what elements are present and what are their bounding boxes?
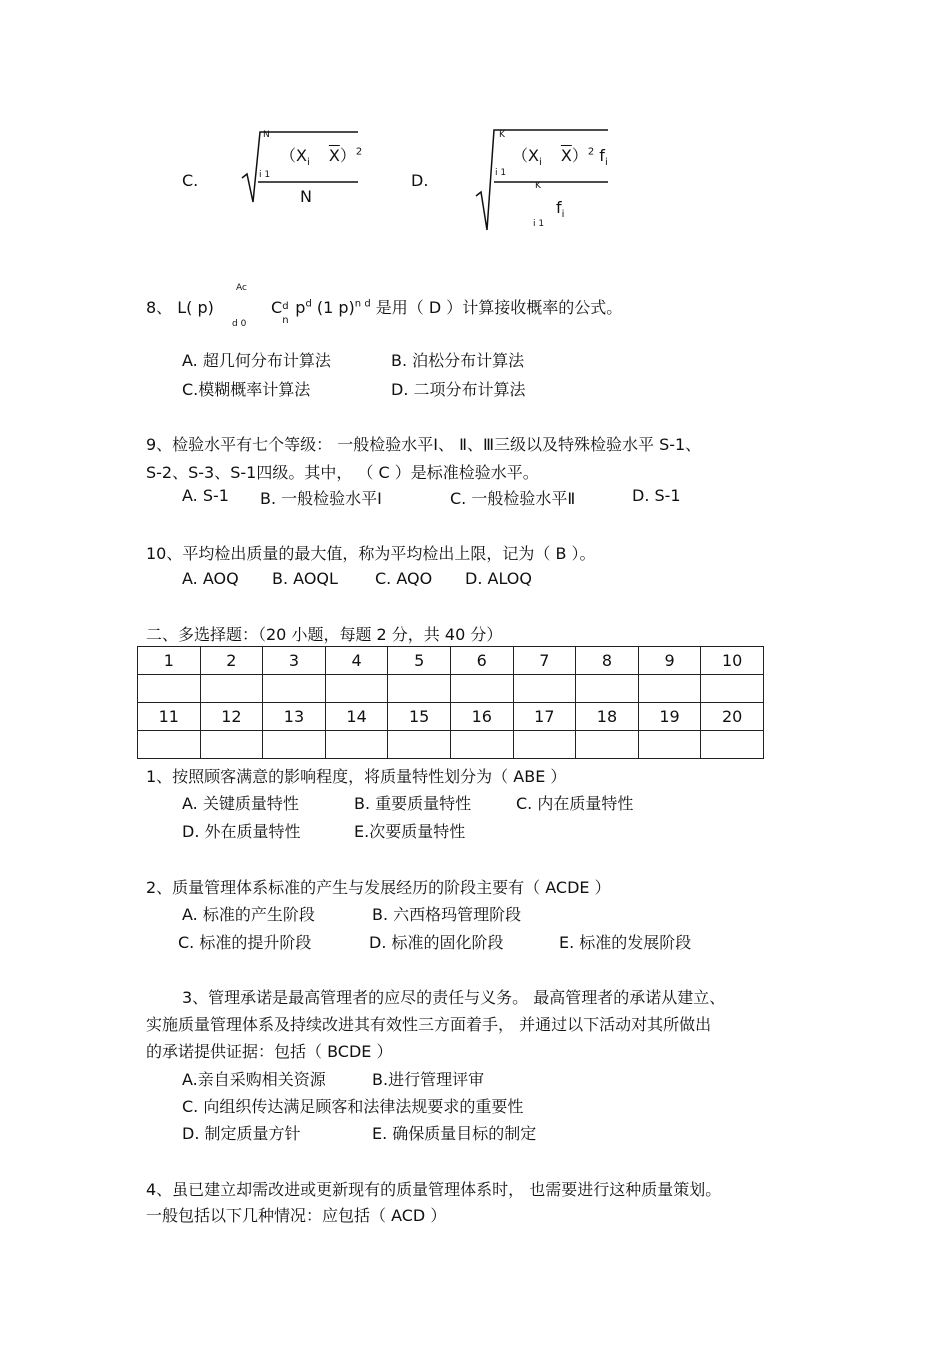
m4-line1: 4、虽已建立却需改进或更新现有的质量管理体系时， 也需要进行这种质量策划。 (146, 1180, 722, 1199)
grid-cell: 14 (325, 703, 388, 731)
q8-sum-bottom: d 0 (232, 319, 247, 329)
numerator-c: （$X_i$ $\overline{X})^2$ (280, 146, 363, 168)
q10-option-d: D. ALOQ (465, 569, 532, 588)
grid-cell: 3 (263, 647, 326, 675)
q9-option-b: B. 一般检验水平Ⅰ (260, 489, 382, 508)
grid-cell: 6 (450, 647, 513, 675)
m1-option-a: A. 关键质量特性 (182, 794, 299, 813)
m1-option-d: D. 外在质量特性 (182, 822, 301, 841)
m2-option-a: A. 标准的产生阶段 (182, 905, 315, 924)
table-row (138, 703, 764, 731)
table-row (138, 731, 764, 759)
answer-cell[interactable] (263, 675, 326, 703)
q9-option-a: A. S-1 (182, 486, 229, 505)
den-index-d: i 1 (533, 219, 545, 229)
m3-option-a: A.亲自采购相关资源 (182, 1070, 326, 1089)
answer-cell[interactable] (200, 675, 263, 703)
grid-cell: 4 (325, 647, 388, 675)
option-c-label: C. (182, 171, 199, 190)
q8-question: 8、 L( p) C d n $p^d$ (1 p)$^{n d}$ 是用（ D ）计算接收概率的公式。 (146, 298, 623, 326)
m3-line1: 3、管理承诺是最高管理者的应尽的责任与义务。 最高管理者的承诺从建立、 (182, 988, 726, 1007)
answer-cell[interactable] (200, 731, 263, 759)
q8-option-c: C.模糊概率计算法 (182, 380, 311, 399)
q8-option-d: D. 二项分布计算法 (391, 380, 526, 399)
grid-cell: 19 (638, 703, 701, 731)
grid-cell: 8 (576, 647, 639, 675)
q8-sum-top: Ac (236, 283, 247, 293)
m1-line1: 1、按照顾客满意的影响程度，将质量特性划分为（ ABE ） (146, 767, 567, 786)
q8-option-b: B. 泊松分布计算法 (391, 351, 525, 370)
answer-cell[interactable] (513, 731, 576, 759)
answer-cell[interactable] (138, 731, 201, 759)
answer-cell[interactable] (450, 675, 513, 703)
answer-cell[interactable] (576, 675, 639, 703)
sum-index-c: i 1 (259, 170, 271, 180)
m2-option-d: D. 标准的固化阶段 (369, 933, 504, 952)
q10-option-c: C. AQO (375, 569, 433, 588)
grid-cell: 15 (388, 703, 451, 731)
answer-cell[interactable] (388, 731, 451, 759)
m1-option-b: B. 重要质量特性 (354, 794, 472, 813)
answer-cell[interactable] (701, 675, 764, 703)
grid-cell: 18 (576, 703, 639, 731)
m3-line3: 的承诺提供证据：包括（ BCDE ） (146, 1042, 393, 1061)
denominator-c: N (300, 187, 312, 206)
grid-cell: 1 (138, 647, 201, 675)
answer-cell[interactable] (638, 731, 701, 759)
grid-cell: 11 (138, 703, 201, 731)
table-row (138, 675, 764, 703)
q9-option-c: C. 一般检验水平Ⅱ (450, 489, 576, 508)
grid-cell: 10 (701, 647, 764, 675)
m2-line1: 2、质量管理体系标准的产生与发展经历的阶段主要有（ ACDE ） (146, 878, 611, 897)
grid-cell: 5 (388, 647, 451, 675)
answer-cell[interactable] (263, 731, 326, 759)
sum-top-limit-c: N (263, 130, 270, 140)
numerator-d: （$X_i$ $\overline{X})^2$ $f_i$ (512, 146, 608, 168)
m3-line2: 实施质量管理体系及持续改进其有效性三方面着手， 并通过以下活动对其所做出 (146, 1015, 712, 1034)
option-d-label: D. (411, 171, 429, 190)
m3-option-e: E. 确保质量目标的制定 (372, 1124, 537, 1143)
grid-cell: 12 (200, 703, 263, 731)
section2-heading: 二、多选择题：（20 小题，每题 2 分，共 40 分） (146, 625, 503, 644)
q9-line1: 9、检验水平有七个等级： 一般检验水平Ⅰ、 Ⅱ、Ⅲ三级以及特殊检验水平 S-1、 (146, 435, 702, 454)
answer-cell[interactable] (513, 675, 576, 703)
q10-line1: 10、平均检出质量的最大值，称为平均检出上限，记为（ B ）。 (146, 544, 596, 563)
answer-cell[interactable] (325, 731, 388, 759)
table-row (138, 647, 764, 675)
grid-cell: 2 (200, 647, 263, 675)
m3-option-d: D. 制定质量方针 (182, 1124, 301, 1143)
grid-cell: 17 (513, 703, 576, 731)
q9-line2: S-2、S-3、S-1四级。其中， （ C ）是标准检验水平。 (146, 463, 539, 482)
q10-option-a: A. AOQ (182, 569, 239, 588)
m1-option-e: E.次要质量特性 (354, 822, 466, 841)
m2-option-e: E. 标准的发展阶段 (559, 933, 692, 952)
answer-cell[interactable] (638, 675, 701, 703)
grid-cell: 7 (513, 647, 576, 675)
answer-cell[interactable] (138, 675, 201, 703)
q9-option-d: D. S-1 (632, 486, 681, 505)
sum-top-limit-d: K (499, 130, 505, 140)
m2-option-c: C. 标准的提升阶段 (178, 933, 312, 952)
m2-option-b: B. 六西格玛管理阶段 (372, 905, 522, 924)
grid-cell: 16 (450, 703, 513, 731)
answer-cell[interactable] (325, 675, 388, 703)
answer-cell[interactable] (450, 731, 513, 759)
q8-option-a: A. 超几何分布计算法 (182, 351, 331, 370)
answer-cell[interactable] (388, 675, 451, 703)
grid-cell: 9 (638, 647, 701, 675)
sum-index-d: i 1 (495, 168, 507, 178)
grid-cell: 13 (263, 703, 326, 731)
answer-cell[interactable] (576, 731, 639, 759)
den-f-d: $f_i$ (556, 198, 565, 220)
answer-grid (137, 646, 764, 759)
m3-option-b: B.进行管理评审 (372, 1070, 485, 1089)
den-limit-d: K (535, 181, 541, 191)
grid-cell: 20 (701, 703, 764, 731)
m4-line2: 一般包括以下几种情况：应包括（ ACD ） (146, 1206, 447, 1225)
m3-option-c: C. 向组织传达满足顾客和法律法规要求的重要性 (182, 1097, 524, 1116)
answer-cell[interactable] (701, 731, 764, 759)
q10-option-b: B. AOQL (272, 569, 338, 588)
m1-option-c: C. 内在质量特性 (516, 794, 634, 813)
